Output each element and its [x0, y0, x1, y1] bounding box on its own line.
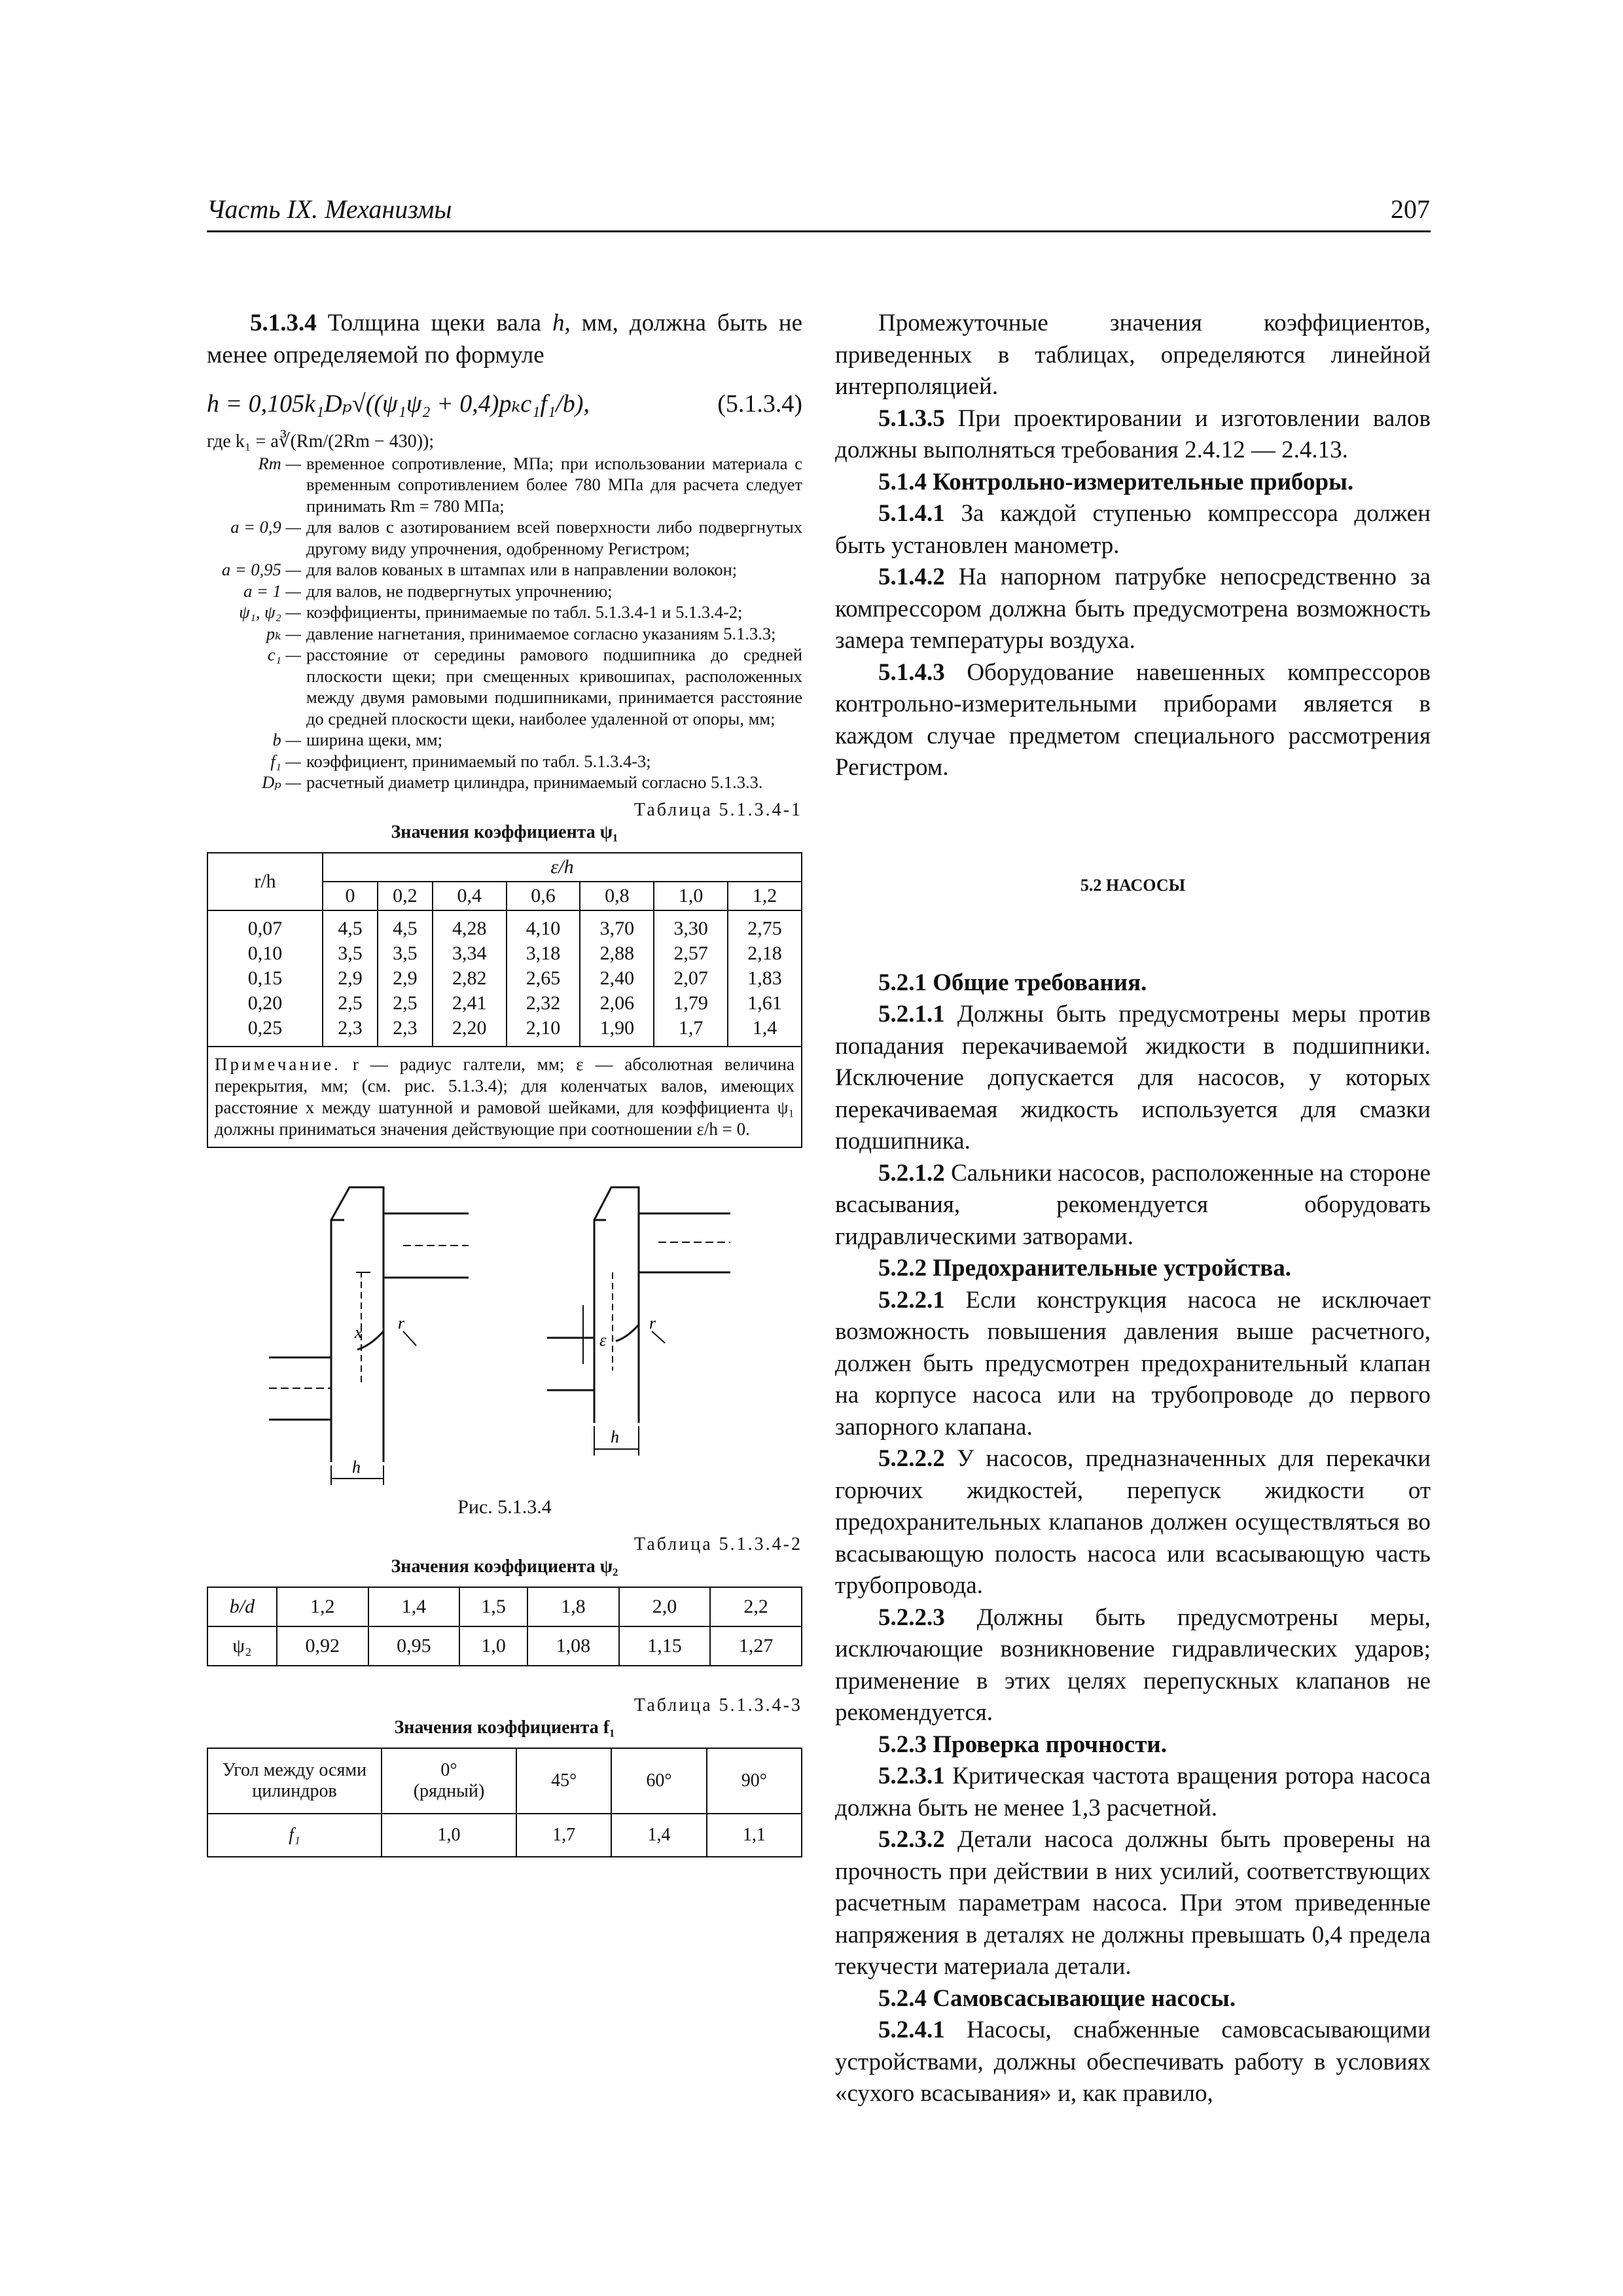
table3-cell: 1,4 — [611, 1814, 706, 1857]
table-row — [207, 991, 802, 1016]
table-row — [207, 910, 802, 941]
table1-col-header: 0,6 — [507, 882, 580, 910]
paragraph-5221: 5.2.2.1 Если конструкция насоса не исключает возможность повышения давления выше расчетного, должен быть предусмотрен предохранительный клапан на корпусе насоса или на трубопроводе до первого запорного клапана. — [835, 1286, 1431, 1441]
table2-col-header: 2,2 — [710, 1587, 802, 1626]
table3-caption: Таблица 5.1.3.4-3 — [633, 1695, 802, 1715]
table2-col-header: 2,0 — [619, 1587, 711, 1626]
table1-note: Примечание. r — радиус галтели, мм; ε — абсолютная величина перекрытия, мм; (см. рис. 5.1.3.4); для коленчатых валов, имеющих расстояние x между шатунной и рамовой шейками, для коэффициента ψ₁ должны приниматься значения действующие при соотношении ε/h = 0. — [207, 1047, 802, 1147]
table1-cell: 1,90 — [580, 1016, 654, 1047]
table1-cell: 2,3 — [378, 1016, 433, 1047]
table3-h0: Угол между осями цилиндров — [207, 1748, 382, 1814]
where-symbol: a = 0,9 — — [230, 517, 301, 537]
table-row — [207, 941, 802, 966]
where-text: коэффициент, принимаемый по табл. 5.1.3.4-3; — [306, 751, 651, 771]
paragraph-interpolation: Промежуточные значения коэффициентов, приведенных в таблицах, определяются линейной интерполяцией. — [835, 310, 1431, 400]
table3-cell: 1,0 — [382, 1814, 516, 1857]
table2-cell: 1,27 — [710, 1626, 802, 1666]
where-symbol: pₖ — — [266, 623, 301, 643]
table1-col-header: 0 — [323, 882, 378, 910]
table1-row-label: 0,07 — [207, 910, 323, 941]
paragraph-5142: 5.1.4.2 На напорном патрубке непосредственно за компрессором должна быть предусмотрена возможность замера температуры воздуха. — [835, 564, 1431, 654]
table1-cell: 1,61 — [728, 991, 802, 1016]
table1-cell: 1,7 — [654, 1016, 728, 1047]
where-symbol: Rm — — [258, 453, 301, 473]
where-text: для валов, не подвергнутых упрочнению; — [306, 581, 613, 601]
table1-cell: 4,28 — [433, 910, 507, 941]
table1-cell: 1,83 — [728, 966, 802, 991]
table1-cell: 3,5 — [378, 941, 433, 966]
heading-523: 5.2.3 Проверка прочности. — [878, 1731, 1167, 1758]
table2-cell: 1,15 — [619, 1626, 711, 1666]
where-text: расстояние от середины рамового подшипника до средней плоскости щеки; при смещенных кривошипах, расположенных между двумя рамовыми подшипниками, принимается расстояние до средней плоскости щеки, наиболее удаленной от опоры, мм; — [306, 645, 802, 728]
where-list — [207, 453, 802, 793]
where-intro: где k₁ = a∛(Rm/(2Rm − 430)); — [207, 431, 435, 452]
table1-cell: 2,41 — [433, 991, 507, 1016]
table1-cell: 2,65 — [507, 966, 580, 991]
table2-cell: 1,08 — [527, 1626, 619, 1666]
table2-row-header: b/d — [207, 1587, 277, 1626]
table-f1 — [207, 1748, 802, 1857]
table1-cell: 2,32 — [507, 991, 580, 1016]
right-column — [835, 308, 1431, 2110]
table2-col-header: 1,8 — [527, 1587, 619, 1626]
where-text: коэффициенты, принимаемые по табл. 5.1.3.4-1 и 5.1.3.4-2; — [306, 602, 743, 622]
label-h-right: h — [611, 1427, 619, 1446]
where-symbol: b — — [272, 730, 301, 749]
table1-col-header: 1,2 — [728, 882, 802, 910]
table1-cell: 2,10 — [507, 1016, 580, 1047]
table1-caption: Таблица 5.1.3.4-1 — [633, 799, 802, 820]
formula-number: (5.1.3.4) — [717, 390, 802, 418]
table1-cell: 2,5 — [378, 991, 433, 1016]
table2-col-header: 1,4 — [368, 1587, 460, 1626]
table1-cell: 3,5 — [323, 941, 378, 966]
formula-expression: h = 0,105k₁Dₚ√((ψ₁ψ₂ + 0,4)pₖc₁f₁/b), — [207, 390, 590, 418]
where-item — [207, 644, 802, 729]
paragraph-5211: 5.2.1.1 Должны быть предусмотрены меры против попадания перекачиваемой жидкости в подшипники. Исключение допускается для насосов, у которых перекачиваемая жидкость используется для смазки подшипника. — [835, 1001, 1431, 1155]
table2-caption: Таблица 5.1.3.4-2 — [633, 1534, 802, 1554]
running-header-title: Часть IX. Механизмы — [207, 194, 452, 224]
table1-cell: 2,18 — [728, 941, 802, 966]
formula-5134 — [207, 384, 802, 423]
where-item — [207, 623, 802, 645]
paragraph-5141: 5.1.4.1 За каждой ступенью компрессора должен быть установлен манометр. — [835, 500, 1431, 559]
header-rule — [207, 230, 1431, 232]
heading-521: 5.2.1 Общие требования. — [878, 969, 1147, 996]
where-symbol: f₁ — — [270, 751, 301, 771]
table1-cell: 3,30 — [654, 910, 728, 941]
paragraph-5222: 5.2.2.2 У насосов, предназначенных для перекачки горючих жидкостей, перепуск жидкости от предохранительных клапанов должен осуществляться во всасывающую полость насоса или всасывающую часть трубопровода. — [835, 1445, 1431, 1599]
paragraph-5212: 5.2.1.2 Сальники насосов, расположенные на стороне всасывания, рекомендуется оборудовать гидравлическими затворами. — [835, 1159, 1431, 1250]
where-symbol: a = 0,95 — — [222, 560, 301, 579]
where-item — [207, 516, 802, 559]
table1-row-label: 0,15 — [207, 966, 323, 991]
where-item — [207, 601, 802, 623]
table2-cell: 1,0 — [459, 1626, 527, 1666]
table2-row-label: ψ₂ — [207, 1626, 277, 1666]
where-item — [207, 453, 802, 517]
where-text: давление нагнетания, принимаемое согласно указаниям 5.1.3.3; — [306, 623, 776, 643]
table2-col-header: 1,2 — [277, 1587, 368, 1626]
table1-cell: 3,70 — [580, 910, 654, 941]
heading-524: 5.2.4 Самовсасывающие насосы. — [878, 1984, 1236, 2012]
table1-col-group: ε/h — [323, 853, 802, 882]
heading-514: 5.1.4 Контрольно-измерительные приборы. — [878, 468, 1354, 495]
table1-col-header: 0,8 — [580, 882, 654, 910]
paragraph-5232: 5.2.3.2 Детали насоса должны быть проверены на прочность при действии в них усилий, соответствующих расчетным параметрам насоса. При этом приведенные напряжения в деталях не должны превышать 0,4 предела текучести материала детали. — [835, 1826, 1431, 1980]
where-symbol: a = 1 — — [243, 581, 301, 601]
table1-cell: 3,34 — [433, 941, 507, 966]
table1-cell: 2,07 — [654, 966, 728, 991]
table1-col-header: 1,0 — [654, 882, 728, 910]
table3-row-label: f₁ — [207, 1814, 382, 1857]
where-symbol: Dₚ — — [262, 772, 301, 792]
table1-row-label: 0,25 — [207, 1016, 323, 1047]
where-item — [207, 772, 802, 793]
table2-title: Значения коэффициента ψ₂ — [391, 1556, 618, 1577]
figure-5134 — [207, 1174, 802, 1501]
table1-cell: 3,18 — [507, 941, 580, 966]
where-item — [207, 751, 802, 772]
section-title-52: 5.2 НАСОСЫ — [1080, 875, 1186, 895]
table1-cell: 2,82 — [433, 966, 507, 991]
where-item — [207, 729, 802, 751]
table1-cell: 2,5 — [323, 991, 378, 1016]
table3-h4: 90° — [707, 1748, 802, 1814]
paragraph-5134: 5.1.3.4 Толщина щеки вала h, мм, должна быть не менее определяемой по формуле — [207, 310, 802, 368]
table-psi1 — [207, 852, 802, 1148]
table3-h1: 0° (рядный) — [382, 1748, 516, 1814]
table1-col-header: 0,4 — [433, 882, 507, 910]
table3-h2: 45° — [516, 1748, 611, 1814]
paragraph-5135: 5.1.3.5 При проектировании и изготовлении валов должны выполняться требования 2.4.12 — 2.4.13. — [835, 404, 1431, 463]
where-item — [207, 581, 802, 602]
table2-cell: 0,92 — [277, 1626, 368, 1666]
table1-cell: 1,4 — [728, 1016, 802, 1047]
label-r-left: r — [398, 1313, 405, 1333]
table-row — [207, 966, 802, 991]
page-number: 207 — [1391, 194, 1430, 224]
crankshaft-figure — [207, 1174, 802, 1495]
where-symbol: ψ₁, ψ₂ — — [239, 602, 301, 622]
paragraph-5223: 5.2.2.3 Должны быть предусмотрены меры, исключающие возникновение гидравлических ударов; применение в этих целях перепускных клапанов не рекомендуется. — [835, 1604, 1431, 1726]
table1-cell: 2,3 — [323, 1016, 378, 1047]
table1-cell: 4,5 — [323, 910, 378, 941]
where-item — [207, 559, 802, 581]
table1-cell: 2,88 — [580, 941, 654, 966]
table1-cell: 2,9 — [323, 966, 378, 991]
table1-cell: 2,20 — [433, 1016, 507, 1047]
table2-cell: 0,95 — [368, 1626, 460, 1666]
table-row — [207, 1016, 802, 1047]
table-psi2 — [207, 1587, 802, 1666]
label-x: x — [355, 1322, 363, 1342]
paragraph-5241: 5.2.4.1 Насосы, снабженные самовсасывающими устройствами, должны обеспечивать работу в условиях «сухого всасывания» и, как правило, — [835, 2017, 1431, 2107]
where-text: для валов с азотированием всей поверхности либо подвергнутых другому виду упрочнения, одобренному Регистром; — [306, 517, 802, 558]
paragraph-5143: 5.1.4.3 Оборудование навешенных компрессоров контрольно-измерительными приборами является в каждом случае предметом специального рассмотрения Регистром. — [835, 658, 1431, 781]
table3-cell: 1,7 — [516, 1814, 611, 1857]
table1-col-header: 0,2 — [378, 882, 433, 910]
table1-row-header: r/h — [207, 853, 323, 910]
where-text: расчетный диаметр цилиндра, принимаемый согласно 5.1.3.3. — [306, 772, 763, 792]
table3-h3: 60° — [611, 1748, 706, 1814]
table1-cell: 1,79 — [654, 991, 728, 1016]
table1-cell: 2,75 — [728, 910, 802, 941]
table1-cell: 4,5 — [378, 910, 433, 941]
table1-cell: 4,10 — [507, 910, 580, 941]
table1-title: Значения коэффициента ψ₁ — [391, 821, 618, 842]
table1-cell: 2,06 — [580, 991, 654, 1016]
table1-cell: 2,40 — [580, 966, 654, 991]
where-text: ширина щеки, мм; — [306, 730, 442, 749]
label-epsilon: ε — [599, 1330, 607, 1350]
where-text: временное сопротивление, МПа; при использовании материала с временным сопротивлением более 780 МПа для расчета следует принимать Rm = 780 МПа; — [306, 453, 802, 516]
table1-cell: 2,9 — [378, 966, 433, 991]
where-symbol: c₁ — — [267, 645, 301, 664]
label-r-right: r — [649, 1313, 656, 1333]
table3-cell: 1,1 — [707, 1814, 802, 1857]
table1-row-label: 0,10 — [207, 941, 323, 966]
table1-cell: 2,57 — [654, 941, 728, 966]
paragraph-5231: 5.2.3.1 Критическая частота вращения ротора насоса должна быть не менее 1,3 расчетной. — [835, 1763, 1431, 1821]
table2-col-header: 1,5 — [459, 1587, 527, 1626]
figure-caption: Рис. 5.1.3.4 — [457, 1496, 552, 1518]
table1-row-label: 0,20 — [207, 991, 323, 1016]
where-text: для валов кованых в штампах или в направлении волокон; — [306, 560, 738, 579]
heading-522: 5.2.2 Предохранительные устройства. — [878, 1255, 1291, 1282]
label-h-left: h — [352, 1457, 361, 1477]
left-column — [207, 308, 802, 1857]
table3-title: Значения коэффициента f₁ — [394, 1717, 615, 1738]
